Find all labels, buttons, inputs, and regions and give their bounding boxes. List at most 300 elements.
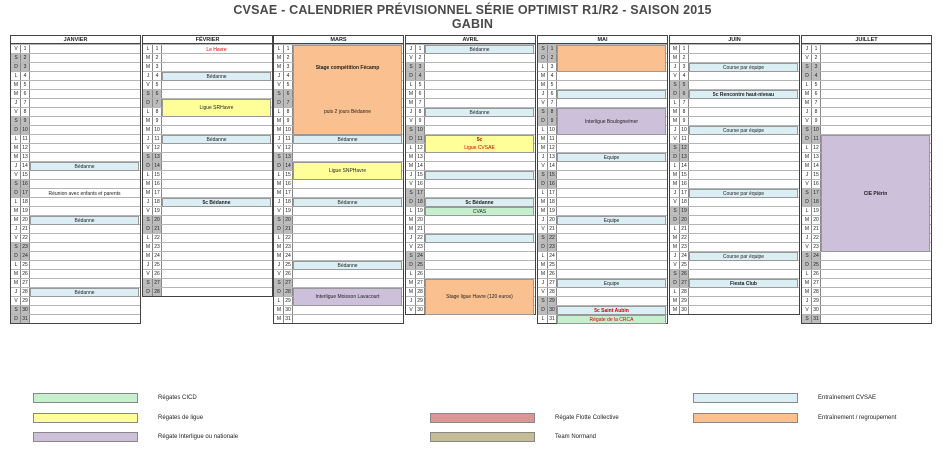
calendar-event[interactable]: [162, 198, 271, 207]
day-cell[interactable]: [162, 243, 272, 251]
day-row[interactable]: [143, 152, 272, 161]
day-cell[interactable]: [425, 261, 535, 269]
day-cell[interactable]: [30, 306, 140, 314]
day-cell[interactable]: [689, 108, 799, 116]
day-cell[interactable]: [162, 270, 272, 278]
day-cell[interactable]: [30, 297, 140, 305]
day-row[interactable]: [274, 215, 403, 224]
calendar-event[interactable]: [557, 108, 666, 135]
day-row[interactable]: [538, 143, 667, 152]
day-cell[interactable]: [293, 243, 403, 251]
day-row[interactable]: [538, 233, 667, 242]
day-row[interactable]: [274, 251, 403, 260]
calendar-event[interactable]: [293, 135, 402, 144]
day-row[interactable]: [670, 80, 799, 89]
day-row[interactable]: [11, 44, 140, 53]
day-cell[interactable]: [293, 315, 403, 323]
day-cell[interactable]: [689, 171, 799, 179]
day-row[interactable]: [670, 224, 799, 233]
day-cell[interactable]: [293, 270, 403, 278]
day-row[interactable]: [143, 269, 272, 278]
day-cell[interactable]: [557, 270, 667, 278]
day-cell[interactable]: [162, 261, 272, 269]
day-row[interactable]: [670, 53, 799, 62]
day-row[interactable]: [802, 278, 931, 287]
calendar-event[interactable]: [425, 108, 534, 117]
day-row[interactable]: [143, 278, 272, 287]
day-row[interactable]: [11, 251, 140, 260]
day-row[interactable]: [538, 269, 667, 278]
day-row[interactable]: [670, 206, 799, 215]
day-row[interactable]: [406, 215, 535, 224]
day-cell[interactable]: [689, 45, 799, 53]
day-row[interactable]: [670, 143, 799, 152]
calendar-event[interactable]: [293, 261, 402, 270]
day-row[interactable]: [143, 206, 272, 215]
day-row[interactable]: [802, 89, 931, 98]
day-cell[interactable]: [162, 225, 272, 233]
calendar-event[interactable]: [162, 99, 271, 117]
day-cell[interactable]: [293, 216, 403, 224]
day-row[interactable]: [143, 161, 272, 170]
day-row[interactable]: [538, 134, 667, 143]
day-cell[interactable]: [821, 81, 931, 89]
day-row[interactable]: [802, 296, 931, 305]
day-cell[interactable]: [821, 297, 931, 305]
day-cell[interactable]: [30, 81, 140, 89]
calendar-event[interactable]: [689, 63, 798, 72]
calendar-event[interactable]: [689, 252, 798, 261]
day-cell[interactable]: [821, 270, 931, 278]
day-cell[interactable]: [689, 198, 799, 206]
day-row[interactable]: [274, 278, 403, 287]
day-cell[interactable]: [557, 261, 667, 269]
day-cell[interactable]: [689, 180, 799, 188]
day-row[interactable]: [11, 179, 140, 188]
calendar-event[interactable]: [293, 288, 402, 306]
day-cell[interactable]: [162, 81, 272, 89]
day-row[interactable]: [538, 179, 667, 188]
day-row[interactable]: [11, 206, 140, 215]
day-row[interactable]: [143, 287, 272, 296]
day-row[interactable]: [143, 179, 272, 188]
day-row[interactable]: [143, 224, 272, 233]
day-row[interactable]: [802, 125, 931, 134]
day-cell[interactable]: [293, 234, 403, 242]
day-cell[interactable]: [557, 81, 667, 89]
day-cell[interactable]: [162, 126, 272, 134]
day-row[interactable]: [406, 62, 535, 71]
day-row[interactable]: [11, 143, 140, 152]
day-row[interactable]: [406, 125, 535, 134]
day-cell[interactable]: [821, 261, 931, 269]
calendar-event[interactable]: [425, 45, 534, 54]
day-row[interactable]: [802, 80, 931, 89]
day-row[interactable]: [670, 98, 799, 107]
day-row[interactable]: [538, 287, 667, 296]
day-row[interactable]: [274, 143, 403, 152]
day-cell[interactable]: [557, 252, 667, 260]
day-row[interactable]: [274, 179, 403, 188]
day-row[interactable]: [670, 305, 799, 314]
day-cell[interactable]: [689, 297, 799, 305]
day-row[interactable]: [11, 197, 140, 206]
day-cell[interactable]: [425, 126, 535, 134]
day-row[interactable]: [406, 260, 535, 269]
day-cell[interactable]: [425, 225, 535, 233]
day-row[interactable]: [406, 242, 535, 251]
day-cell[interactable]: [557, 198, 667, 206]
day-row[interactable]: [406, 71, 535, 80]
day-cell[interactable]: [30, 135, 140, 143]
calendar-event[interactable]: [557, 315, 666, 324]
calendar-event[interactable]: [557, 153, 666, 162]
day-row[interactable]: [802, 62, 931, 71]
day-row[interactable]: [670, 215, 799, 224]
day-row[interactable]: [274, 188, 403, 197]
day-row[interactable]: [670, 71, 799, 80]
day-cell[interactable]: [162, 54, 272, 62]
day-cell[interactable]: [30, 63, 140, 71]
day-row[interactable]: [11, 278, 140, 287]
day-row[interactable]: [670, 197, 799, 206]
day-row[interactable]: [143, 62, 272, 71]
calendar-event[interactable]: [425, 135, 534, 153]
calendar-event[interactable]: [821, 135, 930, 252]
day-cell[interactable]: [30, 243, 140, 251]
day-row[interactable]: [802, 98, 931, 107]
day-row[interactable]: [538, 206, 667, 215]
day-row[interactable]: [538, 260, 667, 269]
day-row[interactable]: [802, 44, 931, 53]
day-cell[interactable]: [689, 306, 799, 314]
day-row[interactable]: [11, 53, 140, 62]
day-cell[interactable]: [162, 207, 272, 215]
day-cell[interactable]: [689, 81, 799, 89]
day-row[interactable]: [11, 269, 140, 278]
day-row[interactable]: [11, 116, 140, 125]
day-row[interactable]: [670, 152, 799, 161]
day-row[interactable]: [802, 287, 931, 296]
day-row[interactable]: [11, 233, 140, 242]
day-row[interactable]: [406, 161, 535, 170]
day-cell[interactable]: [821, 45, 931, 53]
day-row[interactable]: [11, 89, 140, 98]
day-cell[interactable]: [30, 45, 140, 53]
day-row[interactable]: [11, 98, 140, 107]
day-cell[interactable]: [30, 207, 140, 215]
day-row[interactable]: [802, 314, 931, 323]
day-cell[interactable]: [30, 279, 140, 287]
day-cell[interactable]: [689, 153, 799, 161]
calendar-event[interactable]: [689, 90, 798, 99]
day-row[interactable]: [670, 269, 799, 278]
day-cell[interactable]: [689, 234, 799, 242]
day-cell[interactable]: [821, 315, 931, 323]
day-row[interactable]: [406, 152, 535, 161]
calendar-event[interactable]: [557, 216, 666, 225]
day-cell[interactable]: [293, 144, 403, 152]
day-row[interactable]: [274, 269, 403, 278]
day-row[interactable]: [670, 233, 799, 242]
day-cell[interactable]: [557, 162, 667, 170]
day-row[interactable]: [670, 170, 799, 179]
day-cell[interactable]: [425, 117, 535, 125]
day-row[interactable]: [670, 44, 799, 53]
day-row[interactable]: [538, 161, 667, 170]
day-cell[interactable]: [425, 153, 535, 161]
day-row[interactable]: [670, 296, 799, 305]
day-cell[interactable]: [821, 279, 931, 287]
day-cell[interactable]: [30, 108, 140, 116]
day-row[interactable]: [670, 287, 799, 296]
day-cell[interactable]: [162, 189, 272, 197]
day-row[interactable]: [11, 62, 140, 71]
calendar-event[interactable]: [30, 162, 139, 171]
day-row[interactable]: [274, 314, 403, 323]
day-row[interactable]: [406, 80, 535, 89]
day-row[interactable]: [538, 188, 667, 197]
day-row[interactable]: [670, 116, 799, 125]
day-cell[interactable]: [425, 189, 535, 197]
day-row[interactable]: [11, 71, 140, 80]
day-row[interactable]: [670, 260, 799, 269]
day-cell[interactable]: [821, 72, 931, 80]
day-row[interactable]: [802, 107, 931, 116]
calendar-event[interactable]: [557, 306, 666, 315]
day-cell[interactable]: [293, 180, 403, 188]
day-row[interactable]: [143, 80, 272, 89]
calendar-event[interactable]: [425, 198, 534, 207]
day-row[interactable]: [670, 161, 799, 170]
day-row[interactable]: [538, 296, 667, 305]
day-row[interactable]: [11, 152, 140, 161]
day-cell[interactable]: [821, 288, 931, 296]
day-cell[interactable]: [425, 72, 535, 80]
day-cell[interactable]: [689, 117, 799, 125]
day-cell[interactable]: [293, 207, 403, 215]
day-row[interactable]: [143, 233, 272, 242]
day-cell[interactable]: [689, 162, 799, 170]
day-row[interactable]: [143, 143, 272, 152]
day-cell[interactable]: [162, 279, 272, 287]
day-cell[interactable]: [689, 216, 799, 224]
day-cell[interactable]: [821, 306, 931, 314]
day-row[interactable]: [274, 224, 403, 233]
calendar-event[interactable]: [293, 162, 402, 180]
day-row[interactable]: [670, 242, 799, 251]
day-cell[interactable]: [293, 225, 403, 233]
day-row[interactable]: [538, 80, 667, 89]
day-row[interactable]: [274, 305, 403, 314]
day-cell[interactable]: [689, 144, 799, 152]
day-row[interactable]: [406, 98, 535, 107]
day-cell[interactable]: [821, 117, 931, 125]
day-cell[interactable]: [425, 54, 535, 62]
day-cell[interactable]: [689, 270, 799, 278]
day-cell[interactable]: [30, 126, 140, 134]
day-cell[interactable]: [425, 270, 535, 278]
day-cell[interactable]: [689, 261, 799, 269]
day-cell[interactable]: [162, 252, 272, 260]
day-cell[interactable]: [30, 72, 140, 80]
calendar-event[interactable]: [425, 207, 534, 216]
day-cell[interactable]: [557, 189, 667, 197]
day-cell[interactable]: [293, 279, 403, 287]
day-cell[interactable]: [557, 288, 667, 296]
day-cell[interactable]: [821, 63, 931, 71]
day-cell[interactable]: [30, 171, 140, 179]
day-cell[interactable]: [162, 162, 272, 170]
day-cell[interactable]: [821, 54, 931, 62]
day-cell[interactable]: [30, 270, 140, 278]
day-cell[interactable]: [821, 126, 931, 134]
day-cell[interactable]: [425, 81, 535, 89]
day-cell[interactable]: [425, 162, 535, 170]
day-cell[interactable]: [30, 252, 140, 260]
calendar-event[interactable]: [689, 189, 798, 198]
day-cell[interactable]: [162, 144, 272, 152]
calendar-event[interactable]: [557, 279, 666, 288]
day-cell[interactable]: [689, 225, 799, 233]
day-cell[interactable]: [162, 90, 272, 98]
day-cell[interactable]: [557, 297, 667, 305]
day-row[interactable]: [11, 260, 140, 269]
day-cell[interactable]: [162, 63, 272, 71]
day-cell[interactable]: [30, 180, 140, 188]
day-row[interactable]: [11, 224, 140, 233]
day-row[interactable]: [802, 269, 931, 278]
calendar-event[interactable]: [293, 198, 402, 207]
day-row[interactable]: [143, 260, 272, 269]
day-row[interactable]: [11, 107, 140, 116]
day-cell[interactable]: [30, 99, 140, 107]
calendar-event[interactable]: [162, 45, 271, 54]
day-row[interactable]: [143, 188, 272, 197]
day-row[interactable]: [406, 179, 535, 188]
day-row[interactable]: [802, 116, 931, 125]
day-row[interactable]: [538, 71, 667, 80]
day-cell[interactable]: [162, 216, 272, 224]
day-cell[interactable]: [162, 153, 272, 161]
day-row[interactable]: [538, 251, 667, 260]
day-row[interactable]: [11, 296, 140, 305]
day-cell[interactable]: [30, 54, 140, 62]
day-cell[interactable]: [162, 288, 272, 296]
day-row[interactable]: [143, 251, 272, 260]
calendar-event[interactable]: [30, 216, 139, 225]
calendar-event[interactable]: [557, 45, 666, 72]
day-cell[interactable]: [821, 108, 931, 116]
day-row[interactable]: [274, 233, 403, 242]
day-row[interactable]: [143, 170, 272, 179]
day-row[interactable]: [538, 98, 667, 107]
day-cell[interactable]: [30, 234, 140, 242]
day-row[interactable]: [11, 242, 140, 251]
calendar-event[interactable]: [162, 135, 271, 144]
day-cell[interactable]: [425, 63, 535, 71]
day-cell[interactable]: [557, 180, 667, 188]
day-cell[interactable]: [293, 252, 403, 260]
day-cell[interactable]: [689, 207, 799, 215]
day-cell[interactable]: [689, 135, 799, 143]
calendar-event[interactable]: [689, 279, 798, 288]
day-cell[interactable]: [821, 252, 931, 260]
day-cell[interactable]: [557, 144, 667, 152]
day-cell[interactable]: [689, 99, 799, 107]
day-row[interactable]: [274, 152, 403, 161]
day-row[interactable]: [11, 134, 140, 143]
calendar-event[interactable]: [689, 126, 798, 135]
day-cell[interactable]: [30, 261, 140, 269]
day-cell[interactable]: [689, 54, 799, 62]
day-cell[interactable]: [30, 315, 140, 323]
day-row[interactable]: [406, 269, 535, 278]
calendar-event[interactable]: [557, 90, 666, 99]
day-cell[interactable]: [557, 225, 667, 233]
day-row[interactable]: [802, 251, 931, 260]
day-row[interactable]: [406, 224, 535, 233]
day-row[interactable]: [143, 53, 272, 62]
day-cell[interactable]: [425, 216, 535, 224]
day-row[interactable]: [143, 89, 272, 98]
day-cell[interactable]: [425, 180, 535, 188]
calendar-event[interactable]: [30, 189, 139, 198]
day-row[interactable]: [143, 215, 272, 224]
day-cell[interactable]: [425, 90, 535, 98]
day-cell[interactable]: [30, 225, 140, 233]
day-cell[interactable]: [425, 99, 535, 107]
day-cell[interactable]: [689, 288, 799, 296]
day-cell[interactable]: [162, 180, 272, 188]
day-row[interactable]: [538, 242, 667, 251]
day-cell[interactable]: [557, 72, 667, 80]
day-cell[interactable]: [689, 72, 799, 80]
day-row[interactable]: [538, 197, 667, 206]
day-cell[interactable]: [30, 90, 140, 98]
calendar-event[interactable]: [425, 279, 534, 315]
day-row[interactable]: [11, 314, 140, 323]
day-cell[interactable]: [293, 306, 403, 314]
day-row[interactable]: [802, 305, 931, 314]
day-cell[interactable]: [162, 117, 272, 125]
day-row[interactable]: [11, 125, 140, 134]
day-row[interactable]: [670, 134, 799, 143]
day-cell[interactable]: [557, 243, 667, 251]
day-cell[interactable]: [293, 189, 403, 197]
day-cell[interactable]: [425, 252, 535, 260]
day-row[interactable]: [538, 224, 667, 233]
day-row[interactable]: [274, 206, 403, 215]
calendar-event[interactable]: [162, 72, 271, 81]
day-row[interactable]: [406, 188, 535, 197]
day-row[interactable]: [670, 179, 799, 188]
day-row[interactable]: [143, 242, 272, 251]
day-row[interactable]: [11, 170, 140, 179]
day-cell[interactable]: [30, 117, 140, 125]
day-cell[interactable]: [162, 171, 272, 179]
day-row[interactable]: [11, 305, 140, 314]
day-row[interactable]: [802, 53, 931, 62]
day-cell[interactable]: [425, 243, 535, 251]
day-cell[interactable]: [821, 90, 931, 98]
day-cell[interactable]: [30, 144, 140, 152]
calendar-event[interactable]: [425, 171, 534, 180]
day-row[interactable]: [670, 107, 799, 116]
day-row[interactable]: [538, 170, 667, 179]
day-cell[interactable]: [557, 171, 667, 179]
day-row[interactable]: [406, 116, 535, 125]
